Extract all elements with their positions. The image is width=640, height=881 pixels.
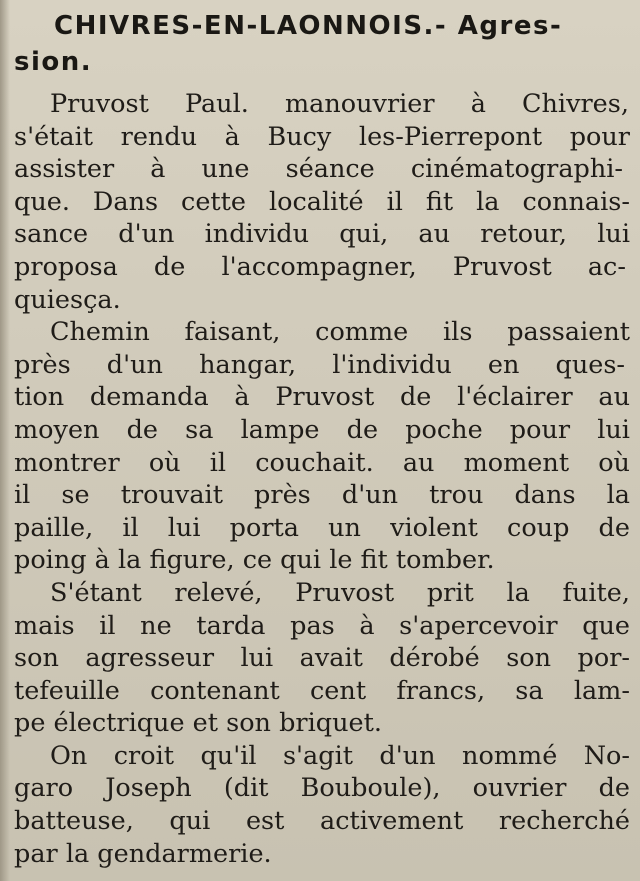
text-line: moyen de sa lampe de poche pour lui [14, 414, 630, 445]
text-line: On croit qu'il s'agit d'un nommé No- [50, 740, 631, 771]
text-line: batteuse, qui est activement recherché [14, 806, 630, 837]
text-line: S'étant relevé, Pruvost prit la fuite, [50, 577, 630, 608]
text-line: s'était rendu à Bucy les-Pierrepont pour [14, 121, 630, 152]
text-line: Chemin faisant, comme ils passaient [50, 317, 631, 348]
text-line: que. Dans cette localité il fit la connais- [14, 186, 630, 217]
headline-line-1: CHIVRES-EN-LAONNOIS.- Agres- [54, 11, 563, 41]
text-line: par la gendarmerie. [14, 838, 272, 869]
paragraph-2 [14, 316, 630, 577]
text-line: mais il ne tarda pas à s'apercevoir que [14, 610, 631, 641]
headline-line-2: sion. [14, 47, 93, 77]
article-body [14, 88, 630, 870]
text-line: tion demanda à Pruvost de l'éclairer au [14, 382, 631, 413]
paragraph-3 [14, 577, 630, 740]
text-line: son agresseur lui avait dérobé son por- [14, 643, 631, 674]
text-line: garo Joseph (dit Bouboule), ouvrier de [14, 773, 631, 804]
text-line: tefeuille contenant cent francs, sa lam- [14, 675, 630, 706]
text-line: paille, il lui porta un violent coup de [14, 512, 630, 543]
text-line: pe électrique et son briquet. [14, 708, 382, 739]
text-line: quiesça. [14, 284, 121, 315]
article [14, 8, 630, 870]
text-line: assister à une séance cinématographi- [14, 154, 624, 185]
page-edge-shadow [0, 0, 10, 881]
paragraph-4 [14, 740, 630, 870]
text-line: Pruvost Paul. manouvrier à Chivres, [50, 89, 629, 119]
text-line: sance d'un individu qui, au retour, lui [14, 219, 630, 250]
text-line: il se trouvait près d'un trou dans la [14, 480, 630, 511]
headline [14, 8, 630, 80]
text-line: poing à la figure, ce qui le fit tomber. [14, 545, 495, 576]
text-line: proposa de l'accompagner, Pruvost ac- [14, 251, 626, 282]
paragraph-1 [14, 88, 630, 316]
text-line: près d'un hangar, l'individu en ques- [14, 349, 626, 380]
text-line: montrer où il couchait. au moment où [14, 447, 630, 478]
